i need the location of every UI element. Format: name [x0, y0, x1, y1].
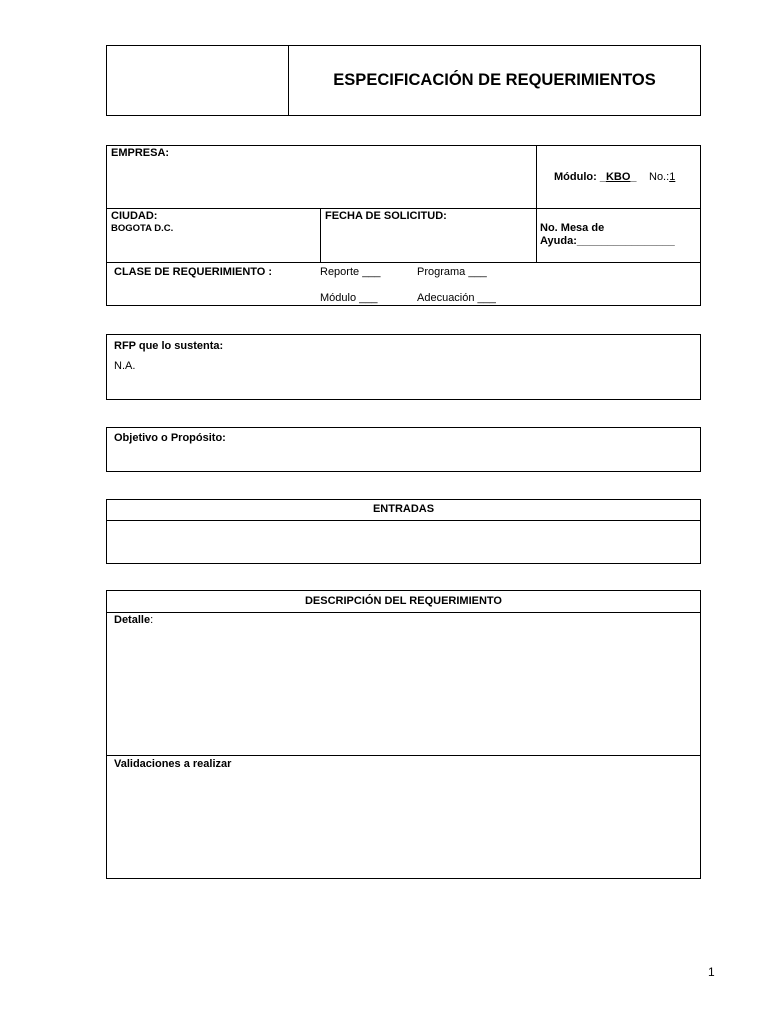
info-row-divider-1: [106, 208, 701, 209]
modulo-suffix: _: [630, 171, 637, 183]
descripcion-header-divider: [106, 612, 701, 613]
fecha-label: FECHA DE SOLICITUD:: [325, 210, 447, 222]
option-adecuacion[interactable]: Adecuación ___: [417, 292, 496, 304]
info-col-divider-mid: [320, 208, 321, 263]
descripcion-header: DESCRIPCIÓN DEL REQUERIMIENTO: [304, 595, 502, 607]
rfp-value[interactable]: N.A.: [114, 360, 136, 372]
option-reporte[interactable]: Reporte ___: [320, 266, 381, 278]
objetivo-label: Objetivo o Propósito:: [114, 432, 226, 444]
entradas-header: ENTRADAS: [372, 503, 435, 515]
option-programa[interactable]: Programa ___: [417, 266, 487, 278]
validaciones-label: Validaciones a realizar: [114, 758, 232, 770]
modulo-value: KBO: [605, 171, 631, 183]
entradas-header-divider: [106, 520, 701, 521]
page-number: 1: [708, 965, 715, 979]
empresa-label: EMPRESA:: [111, 147, 170, 159]
rfp-label: RFP que lo sustenta:: [114, 340, 224, 352]
mesa-label-line2[interactable]: Ayuda:________________: [540, 235, 675, 247]
option-modulo[interactable]: Módulo ___: [320, 292, 378, 304]
info-col-divider-right: [536, 145, 537, 263]
no-value: 1: [669, 171, 676, 183]
no-label: No.:: [649, 171, 670, 183]
page-title: ESPECIFICACIÓN DE REQUERIMIENTOS: [333, 71, 656, 89]
info-table: [106, 145, 701, 306]
detalle-label-text: Detalle: [114, 614, 151, 626]
modulo-prefix: _: [596, 171, 606, 183]
modulo-label: Módulo:: [554, 171, 597, 183]
ciudad-label: CIUDAD:: [111, 210, 158, 222]
detalle-colon: :: [150, 614, 154, 626]
modulo-field[interactable]: [554, 171, 637, 183]
mesa-label-line1: No. Mesa de: [540, 222, 605, 234]
no-field[interactable]: [649, 171, 675, 183]
clase-label: CLASE DE REQUERIMIENTO :: [114, 266, 273, 278]
descripcion-section-divider: [106, 755, 701, 756]
info-row-divider-2: [106, 262, 701, 263]
ciudad-value: BOGOTA D.C.: [111, 223, 174, 234]
descripcion-box: [106, 590, 701, 879]
detalle-label: [114, 614, 153, 626]
